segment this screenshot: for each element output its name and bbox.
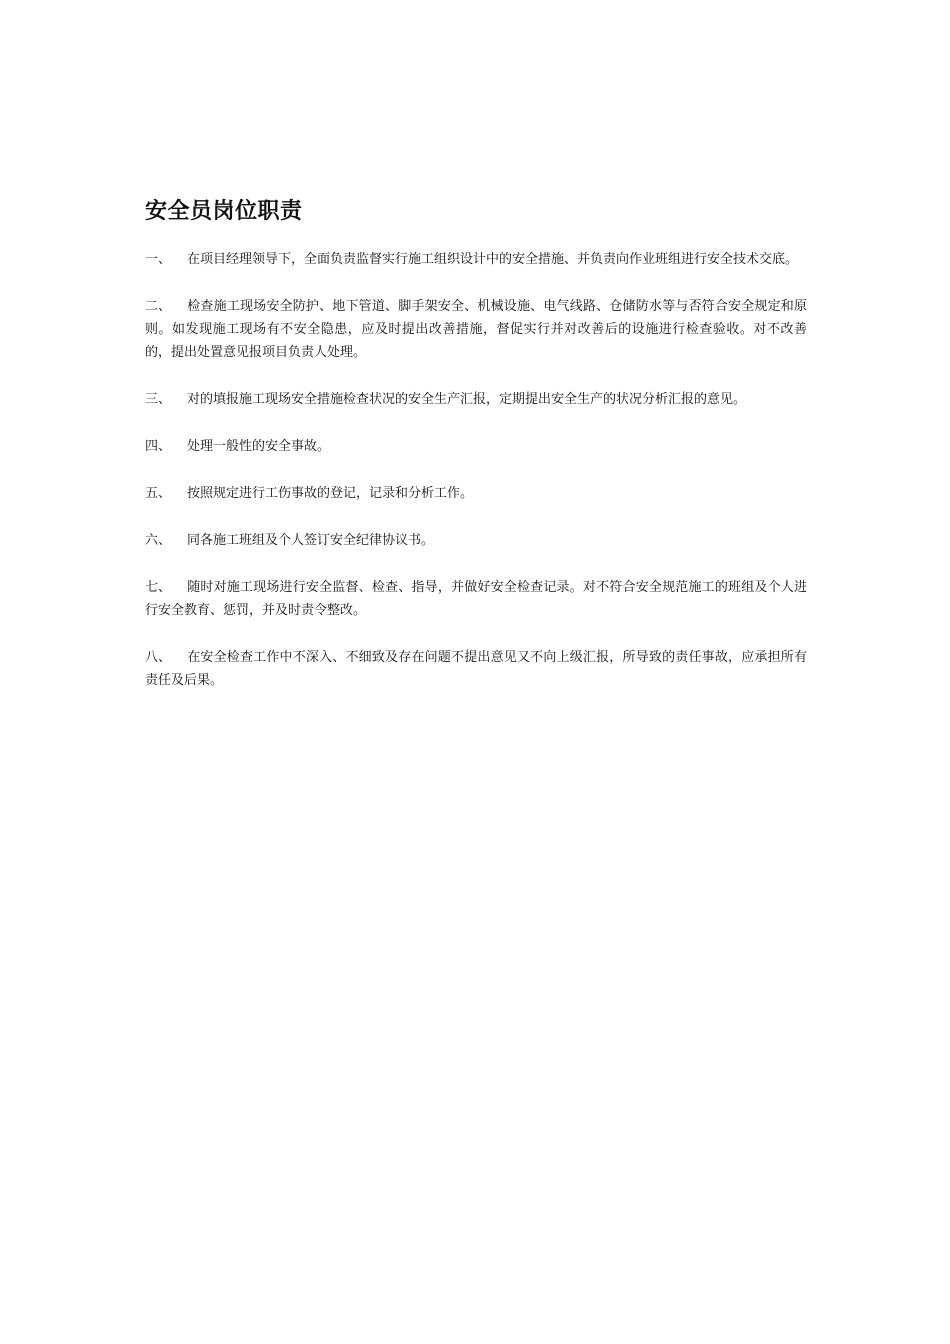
duty-number: 三、 xyxy=(145,392,172,407)
duty-text: 对的填报施工现场安全措施检查状况的安全生产汇报，定期提出安全生产的状况分析汇报的意见。 xyxy=(187,392,747,407)
duty-number: 六、 xyxy=(145,533,172,548)
duty-item-4 xyxy=(145,435,807,458)
duty-text: 同各施工班组及个人签订安全纪律协议书。 xyxy=(187,533,435,548)
document-title: 安全员岗位职责 xyxy=(145,199,303,224)
duty-number: 一、 xyxy=(145,252,172,267)
duty-text: 处理一般性的安全事故。 xyxy=(187,439,331,454)
duty-item-7 xyxy=(145,576,807,622)
duty-item-5 xyxy=(145,482,807,505)
duty-item-8 xyxy=(145,646,807,692)
duty-text: 随时对施工现场进行安全监督、检查、指导，并做好安全检查记录。对不符合安全规范施工的班组及个人进行安全教育、惩罚，并及时责令整改。 xyxy=(145,580,807,618)
duty-item-6 xyxy=(145,529,807,552)
document-page xyxy=(145,196,807,716)
duty-number: 二、 xyxy=(145,299,172,314)
duty-item-3 xyxy=(145,388,807,411)
duty-text: 在安全检查工作中不深入、不细致及存在问题不提出意见又不向上级汇报，所导致的责任事故，应承担所有责任及后果。 xyxy=(145,650,807,688)
duty-number: 四、 xyxy=(145,439,172,454)
duty-number: 八、 xyxy=(145,650,172,665)
duty-number: 七、 xyxy=(145,580,172,595)
duty-text: 按照规定进行工伤事故的登记，记录和分析工作。 xyxy=(187,486,474,501)
duty-text: 检查施工现场安全防护、地下管道、脚手架安全、机械设施、电气线路、仓储防水等与否符合安全规定和原则。如发现施工现场有不安全隐患，应及时提出改善措施，督促实行并对改善后的设施进行检查验收。对不改善的，提出处置意见报项目负责人处理。 xyxy=(145,299,807,360)
duty-item-1 xyxy=(145,248,807,271)
duty-number: 五、 xyxy=(145,486,172,501)
duty-item-2 xyxy=(145,295,807,364)
duty-text: 在项目经理领导下，全面负责监督实行施工组织设计中的安全措施、并负责向作业班组进行安全技术交底。 xyxy=(187,252,799,267)
